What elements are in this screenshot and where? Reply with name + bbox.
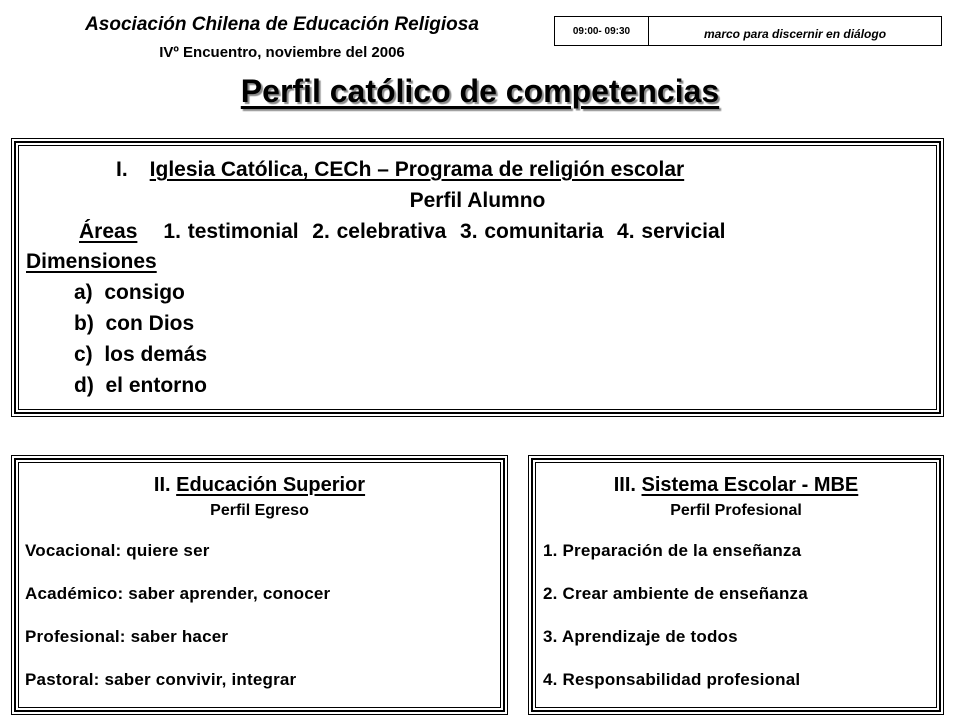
areas-row xyxy=(79,220,725,244)
profile-item: 2. Crear ambiente de enseñanza xyxy=(543,584,808,603)
event-subtitle: IVº Encuentro, noviembre del 2006 xyxy=(159,44,405,61)
profile-item: 4. Responsabilidad profesional xyxy=(543,670,801,689)
section2-heading-row xyxy=(19,474,500,497)
section1-heading-row xyxy=(116,158,684,182)
profile-item: Profesional: saber hacer xyxy=(25,627,229,646)
section3-heading: Sistema Escolar - MBE xyxy=(641,474,859,496)
session-topic: marco para discernir en diálogo xyxy=(703,27,887,41)
section1-heading: Iglesia Católica, CECh – Programa de religión escolar xyxy=(149,158,685,181)
section2-heading: Educación Superior xyxy=(176,474,366,496)
section1-subheading: Perfil Alumno xyxy=(409,189,546,212)
page-title: Perfil católico de competencias xyxy=(240,73,720,109)
areas-label: Áreas xyxy=(79,220,138,243)
time-slot: 09:00- 09:30 xyxy=(555,17,649,45)
profile-item: Académico: saber aprender, conocer xyxy=(25,584,331,603)
section-school-system xyxy=(528,455,944,715)
dimension-item: b) con Dios xyxy=(74,312,195,335)
section3-heading-row xyxy=(536,474,936,497)
section-church-program xyxy=(11,138,944,417)
section1-number: I. xyxy=(116,158,128,181)
section2-number: II. xyxy=(153,474,171,496)
section2-subheading: Perfil Egreso xyxy=(210,502,309,519)
areas-list: 1. testimonial 2. celebrativa 3. comunitaria 4. servicial xyxy=(163,220,726,243)
profile-item: 1. Preparación de la enseñanza xyxy=(543,541,802,560)
organization-title: Asociación Chilena de Educación Religiosa xyxy=(85,14,479,35)
dimension-item: d) el entorno xyxy=(74,374,207,397)
schedule-box xyxy=(554,16,942,46)
dimension-item: a) consigo xyxy=(74,281,185,304)
dimensions-label: Dimensiones xyxy=(26,250,157,273)
section-higher-education xyxy=(11,455,508,715)
section3-number: III. xyxy=(613,474,636,496)
dimension-item: c) los demás xyxy=(74,343,208,366)
profile-item: Pastoral: saber convivir, integrar xyxy=(25,670,297,689)
section3-subheading: Perfil Profesional xyxy=(670,502,802,519)
profile-item: 3. Aprendizaje de todos xyxy=(543,627,738,646)
profile-item: Vocacional: quiere ser xyxy=(25,541,210,560)
